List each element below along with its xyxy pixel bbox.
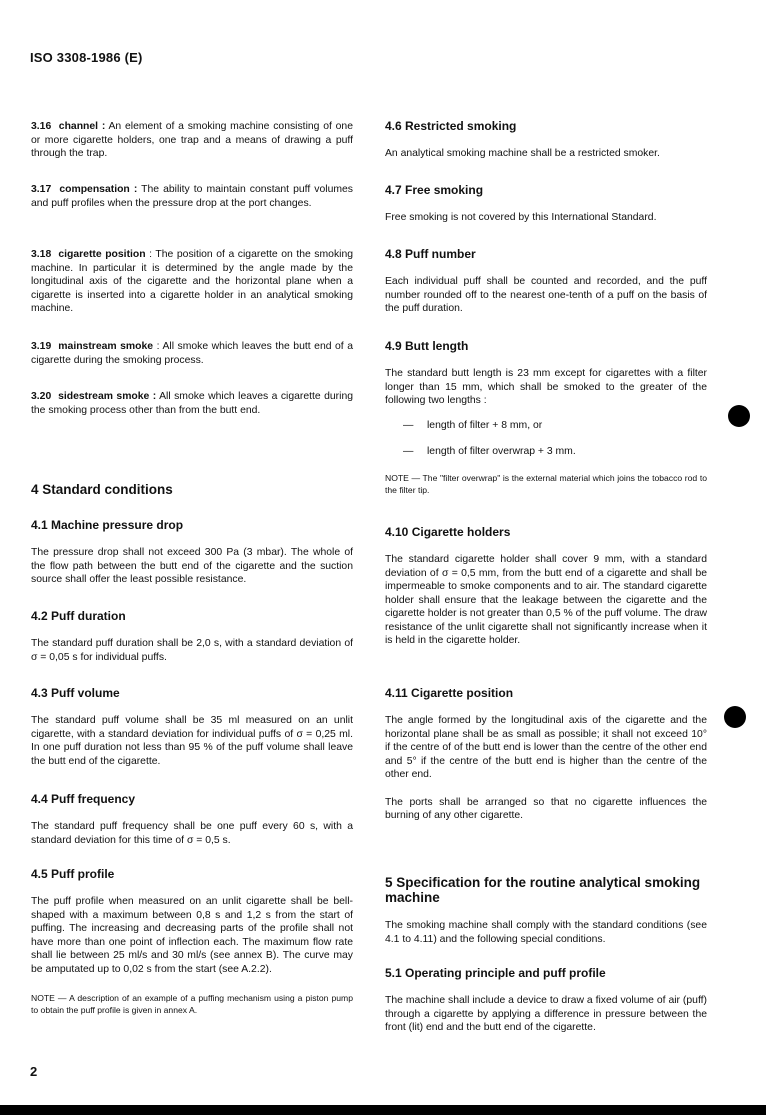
section-text: The puff profile when measured on an unlit cigarette shall be bell-shaped with a maximum between 0,8 s and 1,2 s from the start of puffing. The increasing and decreasing parts of the profile shall not have more than one point of inflection each. The maximum flow rate shall lie between 25 ml/s and 30 ml/s (see annex B). The curve may be amputated up to 0,02 s from the start (see A.2.2). bbox=[31, 896, 353, 975]
section-5-1 bbox=[385, 966, 707, 1035]
bottom-border-bar bbox=[0, 1105, 766, 1115]
page-number: 2 bbox=[30, 1064, 38, 1079]
definition-3-19 bbox=[31, 340, 353, 367]
dash-marker: — bbox=[403, 419, 414, 431]
section-4-9 bbox=[385, 339, 707, 496]
section-title: 4.6 Restricted smoking bbox=[385, 119, 517, 133]
list-item-text: length of filter overwrap + 3 mm. bbox=[427, 446, 576, 457]
section-4-heading bbox=[31, 482, 353, 497]
section-text: The pressure drop shall not exceed 300 Pa (3 mbar). The whole of the flow path between the butt end of the cigarette and the suction source shall offer the least possible resistance. bbox=[31, 547, 353, 585]
section-4-6 bbox=[385, 119, 707, 161]
section-text: Each individual puff shall be counted and recorded, and the puff number rounded off to the nearest one-tenth of a puff on the basis of the puff duration. bbox=[385, 276, 707, 314]
section-title: 4.1 Machine pressure drop bbox=[31, 518, 184, 532]
section-text: The smoking machine shall comply with the standard conditions (see 4.1 to 4.11) and the following special conditions. bbox=[385, 920, 707, 945]
section-title: 5.1 Operating principle and puff profile bbox=[385, 966, 606, 980]
section-title: 4.2 Puff duration bbox=[31, 609, 126, 623]
section-4-3 bbox=[31, 686, 353, 768]
definition-number: 3.19 bbox=[31, 341, 52, 352]
list-item bbox=[385, 445, 707, 459]
definition-text: An element of a smoking machine consisting of one or more cigarette holders, one trap and a means of drawing a puff through the trap. bbox=[31, 121, 353, 159]
section-text: The machine shall include a device to draw a fixed volume of air (puff) through a cigarette by applying a difference in pressure between the front (lit) end and the butt end of the cigarette. bbox=[385, 995, 707, 1033]
section-4-10 bbox=[385, 525, 707, 648]
section-4-2 bbox=[31, 609, 353, 664]
list-item bbox=[385, 419, 707, 433]
definition-3-18 bbox=[31, 248, 353, 316]
definition-number: 3.17 bbox=[31, 184, 52, 195]
dash-marker: — bbox=[403, 446, 414, 457]
section-title: 4.3 Puff volume bbox=[31, 686, 120, 700]
section-text: The standard puff duration shall be 2,0 s, with a standard deviation of σ = 0,05 s for individual puffs. bbox=[31, 638, 353, 663]
section-title: 4.9 Butt length bbox=[385, 339, 469, 353]
section-text: The standard puff frequency shall be one puff every 60 s, with a standard deviation for this time of σ = 0,5 s. bbox=[31, 821, 353, 846]
section-text-2: The ports shall be arranged so that no cigarette influences the burning of any other cigarette. bbox=[385, 796, 707, 821]
definition-term: sidestream smoke : bbox=[58, 391, 157, 402]
section-5 bbox=[385, 875, 707, 946]
section-title: 4.5 Puff profile bbox=[31, 867, 115, 881]
definition-3-16 bbox=[31, 120, 353, 161]
definition-3-17 bbox=[31, 183, 353, 210]
section-4-8 bbox=[385, 247, 707, 316]
definition-3-20 bbox=[31, 390, 353, 417]
section-text: Free smoking is not covered by this International Standard. bbox=[385, 212, 657, 223]
section-title: 4.11 Cigarette position bbox=[385, 686, 514, 700]
definition-term: mainstream smoke bbox=[58, 341, 154, 352]
definition-text: : All smoke which leaves the butt end of a cigarette during the smoking process. bbox=[31, 341, 354, 366]
section-note: NOTE — The "filter overwrap" is the external material which joins the tobacco rod to the filter tip. bbox=[385, 472, 707, 495]
definition-text: The ability to maintain constant puff volumes and puff profiles when the pressure drop at the port changes. bbox=[31, 184, 353, 209]
section-text: The standard puff volume shall be 35 ml measured on an unlit cigarette, with a standard deviation for individual puffs of σ = 0,25 ml. In one puff duration not less than 95 % of the puff volume shall leave the butt end of the cigarette. bbox=[31, 715, 353, 767]
section-title: 4.10 Cigarette holders bbox=[385, 525, 511, 539]
section-4-5 bbox=[31, 867, 353, 1016]
definition-term: cigarette position bbox=[58, 249, 146, 260]
definition-number: 3.20 bbox=[31, 391, 52, 402]
definition-text: All smoke which leaves a cigarette during the smoking process other than from the butt end. bbox=[31, 391, 353, 416]
section-4-1 bbox=[31, 518, 353, 587]
section-title: 4.7 Free smoking bbox=[385, 183, 484, 197]
section-4-7 bbox=[385, 183, 707, 225]
section-4-4 bbox=[31, 792, 353, 847]
section-title: 5 Specification for the routine analytical smoking machine bbox=[385, 875, 701, 905]
section-text: An analytical smoking machine shall be a restricted smoker. bbox=[385, 148, 660, 159]
section-text: The angle formed by the longitudinal axis of the cigarette and the horizontal plane shall be as small as possible; it shall not exceed 10° if the centre of of the butt end is lower than the centre of the other end and 5° if the centre of the butt end is higher than the centre of the other end. bbox=[385, 715, 707, 780]
document-id-header: ISO 3308-1986 (E) bbox=[30, 50, 143, 65]
definition-text: : The position of a cigarette on the smoking machine. In particular it is determined by the angle made by the longitudinal axis of the cigarette and the horizontal plane when a cigarette is inserted into a cigarette holder in an analytical smoking machine. bbox=[31, 249, 354, 314]
definition-term: channel : bbox=[58, 121, 106, 132]
definition-number: 3.18 bbox=[31, 249, 52, 260]
section-title: 4.8 Puff number bbox=[385, 247, 476, 261]
section-text: The standard butt length is 23 mm except for cigarettes with a filter longer than 15 mm, which shall be smoked to the greater of the following two lengths : bbox=[385, 368, 707, 406]
section-text: The standard cigarette holder shall cover 9 mm, with a standard deviation of σ = 0,5 mm, from the butt end of a cigarette and shall be impermeable to smoke components and to air. The standard cigarette holder shall ensure that the leakage between the cigarette and the cigarette holder is not greater than 0,5 % of the puff volume. The draw resistance of the unlit cigarette shall not significantly increase when it is held in the cigarette holder. bbox=[385, 554, 707, 646]
section-title: 4 Standard conditions bbox=[31, 482, 173, 497]
punch-hole-mark bbox=[724, 706, 746, 728]
list-item-text: length of filter + 8 mm, or bbox=[427, 419, 543, 431]
section-4-11 bbox=[385, 686, 707, 823]
punch-hole-mark bbox=[728, 405, 750, 427]
section-title: 4.4 Puff frequency bbox=[31, 792, 136, 806]
section-note: NOTE — A description of an example of a puffing mechanism using a piston pump to obtain the puff profile is given in annex A. bbox=[31, 993, 353, 1015]
definition-number: 3.16 bbox=[31, 121, 52, 132]
definition-term: compensation : bbox=[59, 184, 138, 195]
